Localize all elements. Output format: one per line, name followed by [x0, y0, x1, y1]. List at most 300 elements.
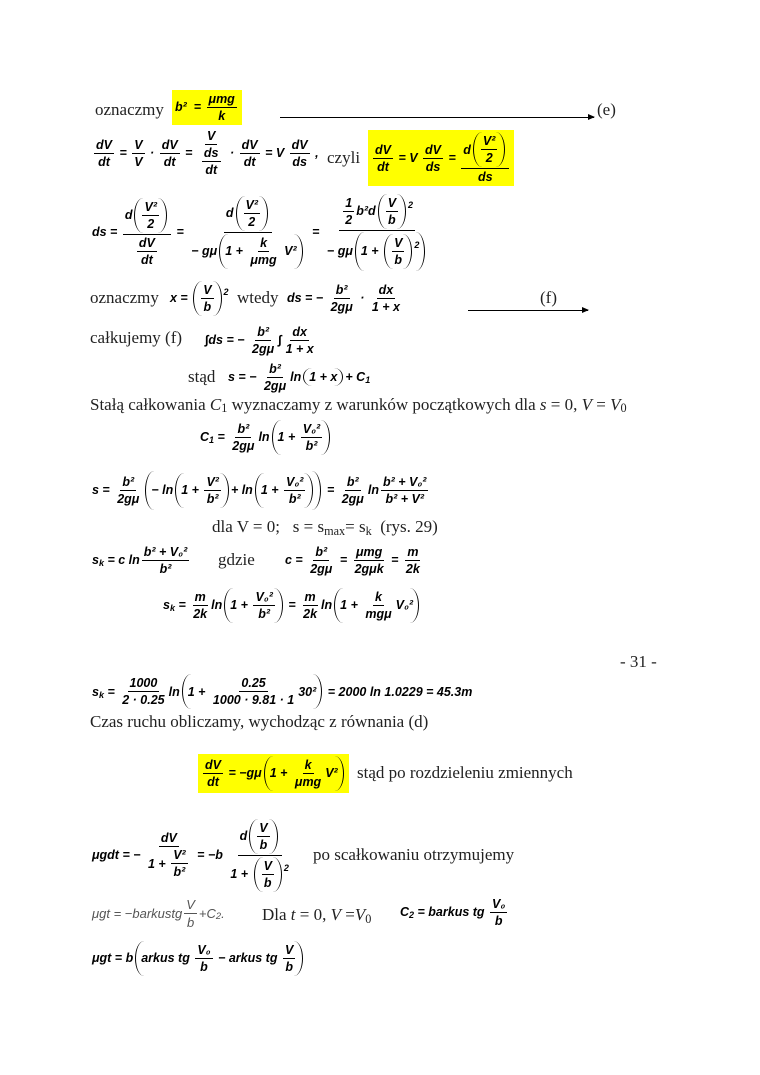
math-text: ln	[367, 483, 379, 497]
fraction	[191, 590, 209, 621]
math-text: ds	[425, 159, 441, 174]
math-text: b² + V₀²	[143, 544, 188, 559]
math-text: dV	[161, 137, 178, 152]
denominator	[96, 154, 112, 169]
math-text: = c ln	[103, 553, 140, 567]
math-text: b² + V₀²	[382, 474, 427, 489]
subscript: k	[169, 603, 175, 614]
denominator	[250, 341, 276, 356]
fraction	[301, 422, 322, 453]
math-text: − gμ	[191, 244, 218, 258]
math-text: d	[124, 208, 133, 222]
math-text: k	[375, 589, 382, 604]
math-text: V	[203, 282, 212, 297]
expression-group	[463, 132, 507, 167]
expression-group	[240, 819, 280, 854]
math-text: stąd po rozdzieleniu zmiennych	[357, 763, 573, 782]
parenthesized-group	[224, 588, 283, 623]
numerator	[193, 590, 208, 606]
denominator	[262, 875, 274, 890]
math-text: =	[308, 225, 323, 239]
fraction	[343, 196, 354, 227]
math-text: gdzie	[218, 550, 255, 569]
subscript: k	[98, 689, 104, 700]
math-text: ∫	[278, 333, 282, 347]
denominator	[301, 606, 319, 621]
math-text: po scałkowaniu otrzymujemy	[313, 845, 515, 864]
math-text: μmg	[208, 91, 235, 106]
math-text: b	[263, 875, 272, 890]
numerator	[373, 590, 384, 606]
italic-symbol: s	[539, 394, 547, 414]
numerator	[290, 138, 310, 154]
math-text: b²	[159, 561, 172, 576]
math-text: V²	[245, 197, 259, 212]
math-text: b²	[206, 491, 219, 506]
math-text: 1 + x	[371, 299, 401, 314]
math-text: 1 +	[225, 244, 247, 258]
numerator	[238, 819, 282, 856]
numerator	[392, 236, 404, 252]
numerator	[481, 134, 498, 150]
denominator	[325, 231, 430, 271]
numerator	[313, 545, 329, 561]
fraction	[123, 198, 171, 267]
math-text: =	[445, 151, 460, 165]
math-text: =	[336, 553, 351, 567]
denominator	[392, 252, 404, 267]
page-number-text	[620, 652, 657, 672]
denominator	[198, 145, 225, 177]
parenthesized-group	[182, 674, 323, 709]
numerator	[258, 236, 269, 252]
fraction	[142, 545, 189, 576]
superscript: 2	[283, 862, 289, 873]
math-text: m	[407, 544, 419, 559]
math-text: C	[400, 905, 410, 919]
fraction	[290, 138, 310, 169]
arrow-line-e	[280, 117, 594, 118]
math-text: b²	[257, 324, 269, 339]
line-define-x-formula	[287, 283, 404, 314]
math-text: 2gμ	[117, 491, 140, 506]
math-text: czyli	[327, 148, 361, 167]
parenthesized-group	[378, 194, 406, 229]
math-text: (e)	[597, 100, 616, 119]
fraction	[423, 143, 443, 174]
denominator	[145, 216, 156, 231]
math-text: − gμ	[326, 244, 353, 258]
math-text: = 0,	[295, 905, 331, 924]
numerator	[159, 831, 179, 847]
math-text: =	[186, 100, 205, 114]
math-text: 1 +	[340, 598, 362, 612]
fraction	[240, 138, 260, 169]
fraction	[207, 92, 237, 123]
math-text: =	[174, 598, 190, 612]
parenthesized-group	[255, 473, 314, 508]
parenthesized-group	[334, 588, 419, 623]
numerator	[195, 943, 212, 959]
math-text: s	[92, 684, 99, 699]
fraction	[381, 475, 428, 506]
subscript: 2	[215, 911, 222, 922]
parenthesized-group	[236, 196, 269, 231]
denominator	[484, 150, 495, 165]
parenthesized-group	[193, 281, 221, 316]
math-text: ·	[226, 146, 238, 160]
line-hence-s-formula	[228, 362, 370, 393]
line-dvdt-chain-formula	[368, 130, 514, 186]
denominator	[246, 214, 257, 229]
fraction	[120, 676, 166, 707]
fraction	[184, 897, 197, 930]
denominator	[340, 491, 366, 506]
math-text: = 0,	[546, 394, 582, 414]
arrow-line-f	[468, 310, 588, 311]
math-text: ·	[356, 291, 368, 305]
math-text: 2gμ	[232, 438, 255, 453]
math-text: V²	[206, 474, 219, 489]
numerator	[284, 475, 305, 491]
line-ds-formula	[92, 194, 431, 271]
numerator	[267, 362, 283, 378]
parenthesized-group	[303, 368, 343, 386]
math-text: x =	[170, 291, 192, 305]
fraction	[137, 236, 157, 267]
fraction	[284, 475, 305, 506]
denominator	[284, 341, 316, 356]
math-text: 1 +	[269, 766, 291, 780]
math-text: d	[239, 829, 248, 843]
line-define-x-formula	[170, 281, 229, 316]
math-text: b²	[175, 100, 187, 114]
denominator	[343, 212, 354, 227]
denominator	[120, 692, 166, 707]
denominator	[404, 561, 422, 576]
line-time-text-text	[90, 712, 428, 732]
math-text: dV	[241, 137, 258, 152]
numerator	[142, 545, 189, 561]
math-text: μmg	[250, 252, 277, 267]
math-text: μmg	[294, 774, 322, 789]
expression-group	[230, 857, 289, 892]
fraction	[404, 545, 422, 576]
math-text: b²	[288, 491, 301, 506]
fraction	[248, 236, 278, 267]
math-text: dt	[207, 774, 219, 789]
expression-group	[341, 194, 413, 229]
fraction	[94, 138, 114, 169]
expression-group	[135, 236, 159, 267]
math-text: 2gμ	[341, 491, 364, 506]
math-text: ln	[290, 370, 302, 384]
math-text: 1 + x	[309, 370, 338, 384]
math-text: 1000 · 9.81 · 1	[212, 693, 295, 707]
numerator	[373, 143, 393, 159]
math-text: 0.25	[241, 676, 266, 690]
math-text: 1 +	[260, 483, 283, 497]
math-text: d	[463, 142, 471, 157]
denominator	[162, 154, 178, 169]
numerator	[255, 325, 271, 341]
math-text: b	[285, 959, 293, 974]
denominator	[256, 606, 272, 621]
math-text: dt	[141, 252, 153, 267]
math-text: ,	[311, 146, 319, 160]
math-text: V	[387, 195, 397, 210]
parenthesized-group	[249, 819, 277, 854]
fraction	[461, 132, 509, 184]
numerator	[160, 138, 180, 154]
math-text: = V	[261, 146, 288, 160]
denominator	[205, 774, 221, 789]
math-text: V	[186, 896, 195, 912]
math-text: b²	[258, 606, 271, 621]
math-text: dx	[292, 324, 307, 339]
math-text: V²	[325, 766, 338, 780]
line-eq-d-formula	[198, 754, 349, 793]
denominator	[158, 561, 174, 576]
denominator	[242, 154, 258, 169]
numerator	[203, 758, 223, 774]
fraction	[146, 831, 192, 879]
denominator	[386, 212, 398, 227]
math-text: V²	[280, 244, 297, 258]
math-text: μgt = −barkustg	[92, 905, 183, 921]
fraction	[353, 545, 386, 576]
math-text: V²	[482, 134, 496, 148]
denominator	[172, 864, 188, 879]
math-text: dV	[160, 831, 177, 845]
math-text: V	[134, 137, 143, 152]
parenthesized-group	[384, 234, 412, 269]
denominator	[203, 162, 219, 177]
math-text: dV	[138, 235, 155, 250]
math-text: s =	[92, 483, 114, 497]
math-text: dV	[96, 137, 112, 152]
math-text: k	[304, 757, 312, 772]
fraction	[373, 143, 393, 174]
denominator	[139, 252, 155, 267]
math-text: b²	[269, 361, 281, 376]
numerator	[345, 475, 361, 491]
line-sk-numeric-formula	[92, 674, 472, 709]
line-sk-formula-formula	[163, 588, 421, 623]
numerator	[490, 897, 507, 913]
fraction	[293, 758, 323, 789]
line-integrate-text	[90, 328, 182, 348]
expression-group	[200, 146, 223, 177]
denominator	[205, 491, 221, 506]
numerator	[240, 138, 260, 154]
numerator	[303, 590, 318, 606]
denominator	[230, 438, 256, 453]
fraction	[340, 475, 366, 506]
fraction	[203, 758, 223, 789]
line-mugt-c2-text	[262, 905, 371, 925]
subscript: 0	[620, 401, 627, 416]
math-text: V	[207, 129, 216, 143]
parenthesized-group	[473, 132, 506, 167]
math-text: 1 +	[277, 430, 299, 444]
numerator	[202, 146, 221, 162]
math-text: dV	[205, 757, 221, 772]
math-text: - 31 -	[620, 652, 657, 671]
fraction	[308, 545, 334, 576]
italic-symbol: V	[610, 394, 621, 414]
denominator	[191, 606, 209, 621]
parenthesized-group	[134, 198, 167, 233]
math-text: oznaczmy	[95, 100, 164, 119]
math-text: ln	[168, 684, 180, 699]
line-mugdt-formula	[92, 819, 293, 892]
math-text: 2gμ	[330, 299, 353, 314]
math-text: całkujemy (f)	[90, 328, 183, 347]
numerator	[386, 196, 398, 212]
expression-group	[327, 232, 428, 271]
math-text: b²	[122, 474, 135, 489]
numerator	[343, 196, 354, 212]
fraction	[250, 325, 276, 356]
fraction	[386, 196, 398, 227]
expression-group	[226, 196, 270, 231]
denominator	[370, 299, 402, 314]
fraction	[392, 236, 404, 267]
line-define-b-text	[95, 100, 164, 120]
parenthesized-group	[145, 471, 321, 510]
math-text: μgdt = −	[92, 848, 144, 862]
italic-symbol: V	[354, 905, 366, 924]
line-mugt-c2-formula	[92, 897, 225, 930]
math-text: V₀²	[302, 421, 321, 436]
denominator	[308, 561, 334, 576]
line-define-b-text	[597, 100, 616, 120]
math-text: b² + V²	[385, 491, 424, 506]
fraction	[301, 590, 319, 621]
math-text: ds	[292, 154, 307, 169]
math-text: dt	[205, 163, 218, 177]
math-text: =	[181, 146, 196, 160]
parenthesized-group	[219, 234, 302, 269]
math-text: wyznaczamy z warunków początkowych dla	[227, 394, 540, 414]
math-text: k	[260, 235, 268, 250]
math-text: b²	[173, 865, 186, 879]
numerator	[239, 676, 267, 692]
italic-symbol: C	[209, 394, 222, 414]
denominator	[115, 491, 141, 506]
fraction	[329, 283, 355, 314]
math-text: b	[388, 212, 396, 227]
math-text: dx	[378, 282, 394, 297]
math-text: μmg	[355, 544, 383, 559]
denominator	[293, 774, 323, 789]
line-integrate-formula	[205, 325, 318, 356]
subscript: 1	[365, 375, 371, 386]
math-text: (rys. 29)	[371, 517, 438, 536]
math-text: s	[163, 598, 170, 612]
denominator	[185, 914, 196, 930]
math-text: V₀	[492, 896, 506, 911]
math-text: − arkus tg	[214, 951, 281, 965]
numerator	[235, 422, 251, 438]
fraction	[115, 475, 141, 506]
denominator	[216, 108, 227, 123]
math-text: b	[494, 913, 503, 928]
line-c1-formula	[200, 420, 332, 455]
math-text: b	[200, 959, 208, 974]
fraction	[132, 138, 144, 169]
denominator	[290, 154, 309, 169]
math-text: = −gμ	[224, 766, 262, 780]
numerator	[405, 545, 420, 561]
math-text: 2 · 0.25	[122, 693, 165, 707]
math-text: C	[200, 430, 210, 444]
math-text: 1 +	[187, 684, 209, 699]
parenthesized-group	[135, 941, 303, 976]
math-text: oznaczmy	[90, 288, 159, 307]
math-text: V₀²	[255, 589, 273, 604]
fraction	[284, 325, 316, 356]
fraction	[204, 475, 221, 506]
math-text: (f)	[540, 288, 557, 307]
fraction	[195, 943, 212, 974]
fraction	[160, 138, 180, 169]
math-text: 2	[345, 212, 353, 227]
line-mugt-c2-formula	[400, 897, 509, 928]
subscript: 1	[221, 401, 228, 416]
math-text: ds = −	[287, 291, 327, 305]
numerator	[94, 138, 114, 154]
denominator	[133, 235, 161, 267]
denominator	[198, 959, 210, 974]
denominator	[287, 491, 303, 506]
math-text: +C	[198, 905, 216, 921]
line-sk-c-text	[218, 550, 255, 570]
parenthesized-group	[355, 232, 426, 271]
math-text: dt	[243, 154, 256, 169]
line-s-full-formula	[92, 471, 430, 510]
parenthesized-group	[175, 473, 229, 508]
fraction	[283, 943, 295, 974]
numerator	[262, 859, 274, 875]
math-text: mgμ	[365, 606, 392, 621]
fraction	[201, 283, 213, 314]
math-text: V₀²	[395, 598, 414, 612]
denominator	[132, 154, 144, 169]
math-text: Dla	[262, 905, 291, 924]
numerator	[381, 475, 428, 491]
math-text: ds =	[92, 225, 121, 239]
denominator	[304, 438, 320, 453]
math-text: 2k	[303, 606, 318, 621]
math-text: 2gμ	[310, 561, 333, 576]
math-text: V	[394, 235, 403, 250]
superscript: 2	[414, 239, 420, 250]
math-text: 1	[345, 195, 353, 210]
math-text: ln	[211, 598, 223, 612]
fraction	[230, 422, 256, 453]
math-text: 2gμ	[263, 378, 287, 393]
line-eq-d-text	[357, 763, 573, 783]
fraction	[211, 676, 296, 707]
math-text: = barkus tg	[414, 905, 489, 919]
math-text: 2	[147, 216, 155, 231]
math-text: ds	[478, 170, 493, 184]
line-dvdt-chain-text	[327, 148, 360, 168]
numerator	[253, 590, 274, 606]
math-text: = 2000 ln 1.0229 = 45.3m	[324, 684, 473, 699]
